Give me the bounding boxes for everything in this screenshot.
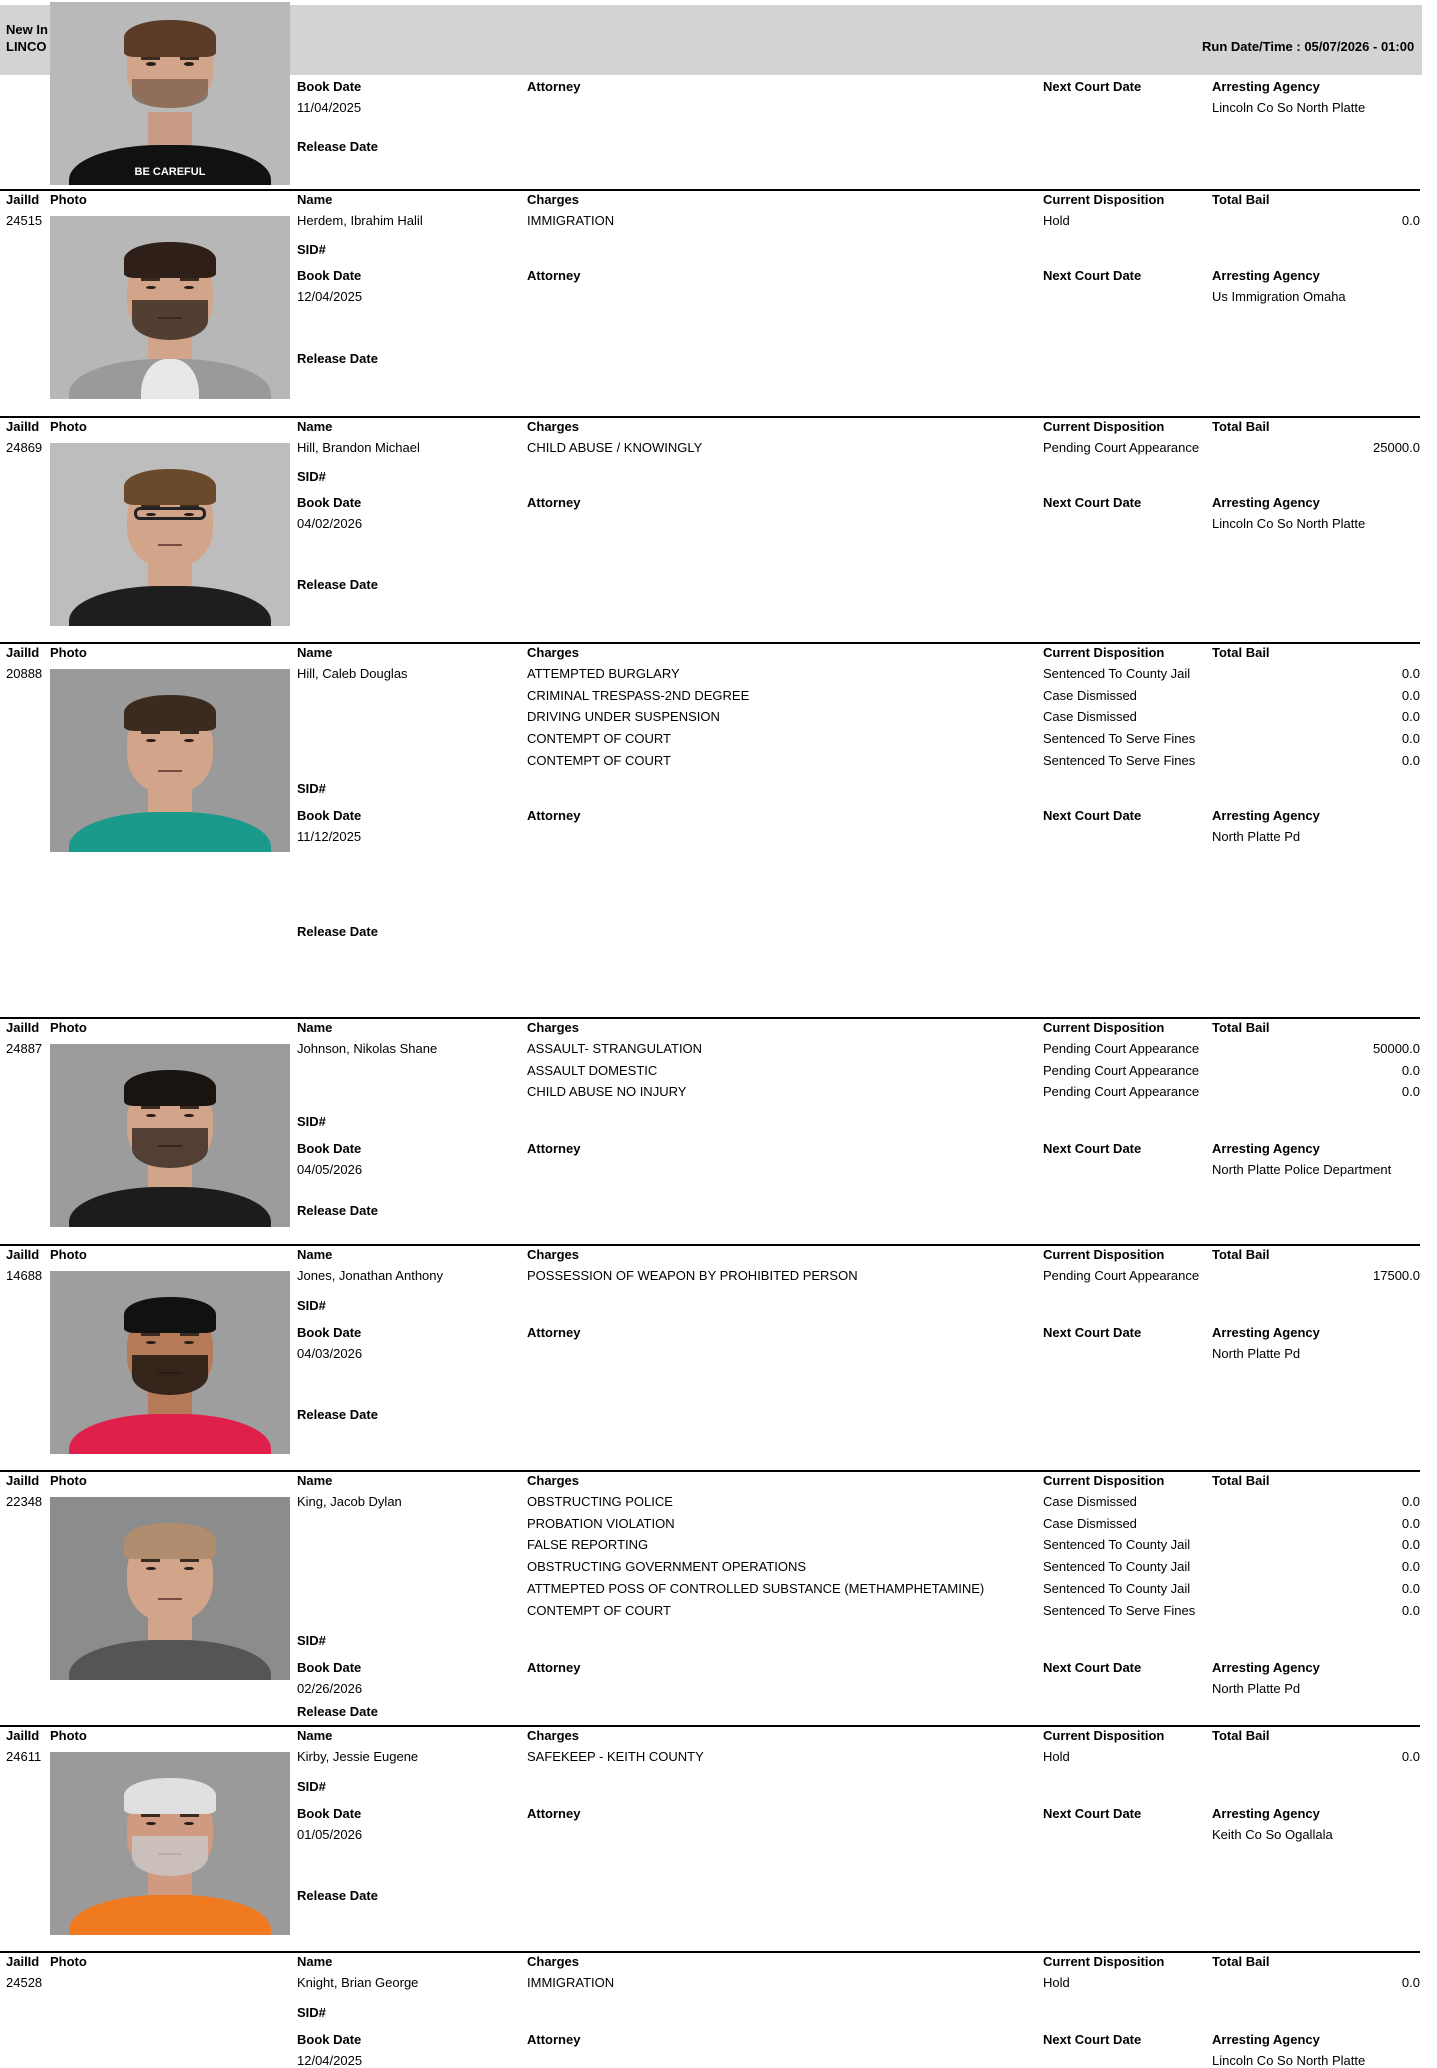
charge-item: OBSTRUCTING POLICE <box>527 1494 673 1509</box>
agency-value: North Platte Police Department <box>1212 1162 1392 1177</box>
sid-label: SID# <box>297 242 326 257</box>
jailid-label: JailId <box>6 1020 40 1035</box>
name-label: Name <box>297 192 333 207</box>
charge-disposition: Pending Court Appearance <box>1043 1062 1200 1078</box>
agency-value: Lincoln Co So North Platte <box>1212 2053 1366 2068</box>
next-court-label: Next Court Date <box>1043 1141 1142 1156</box>
disposition-label: Current Disposition <box>1043 1728 1165 1743</box>
charge-disposition: Sentenced To County Jail <box>1043 1580 1191 1596</box>
charges-label: Charges <box>527 1020 580 1035</box>
agency-label: Arresting Agency <box>1212 495 1320 510</box>
attorney-label: Attorney <box>527 1325 581 1340</box>
charge-item: ASSAULT DOMESTIC <box>527 1062 658 1078</box>
total-bail-label: Total Bail <box>1212 1728 1270 1743</box>
total-bail-label: Total Bail <box>1212 192 1270 207</box>
agency-label: Arresting Agency <box>1212 1660 1320 1675</box>
agency-label: Arresting Agency <box>1212 1325 1320 1340</box>
name-label: Name <box>297 1020 333 1035</box>
charge-bail: 0.0 <box>1401 1084 1420 1100</box>
attorney-label: Attorney <box>527 1141 581 1156</box>
jail-id: 14688 <box>6 1268 43 1283</box>
book-date-value: 04/05/2026 <box>297 1162 363 1177</box>
book-date-label: Book Date <box>297 495 362 510</box>
sid-label: SID# <box>297 1779 326 1794</box>
total-bail-label: Total Bail <box>1212 1954 1270 1969</box>
charges-label: Charges <box>527 1954 580 1969</box>
jailid-label: JailId <box>6 645 40 660</box>
agency-value: North Platte Pd <box>1212 1346 1301 1361</box>
book-date-label: Book Date <box>297 1660 362 1675</box>
total-bail-label: Total Bail <box>1212 1247 1270 1262</box>
charge-disposition: Sentenced To Serve Fines <box>1043 1602 1196 1618</box>
photo-label: Photo <box>50 1020 87 1035</box>
jailid-label: JailId <box>6 1954 40 1969</box>
mugshot-photo <box>50 216 290 399</box>
disposition-label: Current Disposition <box>1043 1473 1165 1488</box>
agency-value: North Platte Pd <box>1212 829 1301 844</box>
jail-id: 24887 <box>6 1041 43 1056</box>
mugshot-photo <box>50 1271 290 1454</box>
total-bail-label: Total Bail <box>1212 419 1270 434</box>
book-date-value: 11/12/2025 <box>297 829 362 844</box>
inmate-name: Herdem, Ibrahim Halil <box>297 213 423 228</box>
jail-id: 20888 <box>6 666 43 681</box>
inmate-name: Hill, Caleb Douglas <box>297 666 408 681</box>
charge-disposition: Sentenced To County Jail <box>1043 666 1191 681</box>
agency-value: Us Immigration Omaha <box>1212 289 1346 304</box>
book-date-value: 04/03/2026 <box>297 1346 363 1361</box>
jailid-label: JailId <box>6 419 40 434</box>
charge-item: ATTMEPTED POSS OF CONTROLLED SUBSTANCE (METHAMPHETAMINE) <box>527 1580 985 1596</box>
charge-item: FALSE REPORTING <box>527 1537 649 1553</box>
charge-disposition: Sentenced To County Jail <box>1043 1537 1191 1553</box>
charge-disposition: Hold <box>1043 213 1070 228</box>
attorney-label: Attorney <box>527 1660 581 1675</box>
charge-bail: 0.0 <box>1401 1559 1420 1575</box>
charge-item: SAFEKEEP - KEITH COUNTY <box>527 1749 704 1764</box>
book-date-value: 01/05/2026 <box>297 1827 363 1842</box>
jail-id: 22348 <box>6 1494 43 1509</box>
charge-item: PROBATION VIOLATION <box>527 1515 675 1531</box>
book-date-label: Book Date <box>297 268 362 283</box>
book-date-label: Book Date <box>297 1325 362 1340</box>
next-court-label: Next Court Date <box>1043 1660 1142 1675</box>
jail-id: 24515 <box>6 213 43 228</box>
agency-value: Lincoln Co So North Platte <box>1212 516 1366 531</box>
mugshot-photo <box>50 1044 290 1227</box>
charge-bail: 0.0 <box>1401 1602 1420 1618</box>
next-court-label: Next Court Date <box>1043 2032 1142 2047</box>
charges-label: Charges <box>527 1473 580 1488</box>
mugshot-photo <box>50 2 290 185</box>
record-divider <box>0 1951 1420 1953</box>
release-date-label: Release Date <box>297 577 378 592</box>
charge-disposition: Case Dismissed <box>1043 1494 1137 1509</box>
record-divider <box>0 416 1420 418</box>
jail-id: 24611 <box>6 1749 42 1764</box>
book-date-label: Book Date <box>297 808 362 823</box>
attorney-label: Attorney <box>527 2032 581 2047</box>
charge-item: ATTEMPTED BURGLARY <box>527 666 680 681</box>
sid-label: SID# <box>297 1298 326 1313</box>
charge-bail: 0.0 <box>1401 709 1420 725</box>
charge-item: ASSAULT- STRANGULATION <box>527 1041 703 1056</box>
photo-label: Photo <box>50 419 87 434</box>
sid-label: SID# <box>297 781 326 796</box>
release-date-label: Release Date <box>297 924 378 939</box>
jailid-label: JailId <box>6 1473 40 1488</box>
release-date-label: Release Date <box>297 1407 378 1422</box>
shirt-text: BE CAREFUL <box>134 165 206 178</box>
jailid-label: JailId <box>6 1728 40 1743</box>
record-divider <box>0 1470 1420 1472</box>
charge-bail: 0.0 <box>1401 1749 1420 1764</box>
charge-bail: 25000.0 <box>1373 440 1420 455</box>
inmate-name: Knight, Brian George <box>297 1975 419 1990</box>
charge-bail: 0.0 <box>1401 687 1420 703</box>
name-label: Name <box>297 1247 333 1262</box>
charge-disposition: Pending Court Appearance <box>1043 1084 1200 1100</box>
charge-item: CONTEMPT OF COURT <box>527 752 671 768</box>
attorney-label: Attorney <box>527 808 581 823</box>
charge-bail: 0.0 <box>1401 1537 1420 1553</box>
release-date-label: Release Date <box>297 351 378 366</box>
book-date-label: Book Date <box>297 79 362 94</box>
release-date-label: Release Date <box>297 139 378 154</box>
agency-value: North Platte Pd <box>1212 1681 1301 1696</box>
disposition-label: Current Disposition <box>1043 645 1165 660</box>
agency-label: Arresting Agency <box>1212 268 1320 283</box>
charge-bail: 17500.0 <box>1373 1268 1420 1283</box>
charge-disposition: Hold <box>1043 1975 1070 1990</box>
total-bail-label: Total Bail <box>1212 645 1270 660</box>
charge-bail: 50000.0 <box>1373 1041 1420 1056</box>
charge-item: CRIMINAL TRESPASS-2ND DEGREE <box>527 687 750 703</box>
charge-bail: 0.0 <box>1401 731 1420 747</box>
release-date-label: Release Date <box>297 1203 378 1218</box>
charge-bail: 0.0 <box>1401 1580 1420 1596</box>
name-label: Name <box>297 1728 333 1743</box>
book-date-label: Book Date <box>297 1141 362 1156</box>
charge-item: CHILD ABUSE / KNOWINGLY <box>527 440 703 455</box>
next-court-label: Next Court Date <box>1043 268 1142 283</box>
agency-label: Arresting Agency <box>1212 2032 1320 2047</box>
charge-bail: 0.0 <box>1401 1515 1420 1531</box>
disposition-label: Current Disposition <box>1043 192 1165 207</box>
inmate-name: Johnson, Nikolas Shane <box>297 1041 438 1056</box>
charge-disposition: Sentenced To Serve Fines <box>1043 752 1196 768</box>
disposition-label: Current Disposition <box>1043 1954 1165 1969</box>
sid-label: SID# <box>297 2005 326 2020</box>
photo-label: Photo <box>50 1728 87 1743</box>
charge-item: POSSESSION OF WEAPON BY PROHIBITED PERSON <box>527 1268 858 1283</box>
mugshot-photo <box>50 669 290 852</box>
name-label: Name <box>297 419 333 434</box>
charges-label: Charges <box>527 645 580 660</box>
book-date-value: 04/02/2026 <box>297 516 363 531</box>
attorney-label: Attorney <box>527 495 581 510</box>
charges-label: Charges <box>527 1728 580 1743</box>
jailid-label: JailId <box>6 1247 40 1262</box>
total-bail-label: Total Bail <box>1212 1473 1270 1488</box>
charges-label: Charges <box>527 1247 580 1262</box>
book-date-value: 12/04/2025 <box>297 289 363 304</box>
report-title-line2: LINCO <box>6 39 47 54</box>
report-title-line1: New In <box>6 22 48 37</box>
charge-item: OBSTRUCTING GOVERNMENT OPERATIONS <box>527 1559 807 1575</box>
photo-label: Photo <box>50 192 87 207</box>
charge-disposition: Pending Court Appearance <box>1043 1041 1200 1056</box>
mugshot-photo <box>50 443 290 626</box>
inmate-name: Jones, Jonathan Anthony <box>297 1268 444 1283</box>
record-divider <box>0 189 1420 191</box>
next-court-label: Next Court Date <box>1043 495 1142 510</box>
charge-item: IMMIGRATION <box>527 1975 615 1990</box>
charges-label: Charges <box>527 419 580 434</box>
attorney-label: Attorney <box>527 268 581 283</box>
charge-item: CONTEMPT OF COURT <box>527 1602 671 1618</box>
record-divider <box>0 1017 1420 1019</box>
book-date-label: Book Date <box>297 2032 362 2047</box>
charge-bail: 0.0 <box>1401 752 1420 768</box>
inmate-name: King, Jacob Dylan <box>297 1494 402 1509</box>
agency-label: Arresting Agency <box>1212 1141 1320 1156</box>
sid-label: SID# <box>297 469 326 484</box>
agency-label: Arresting Agency <box>1212 79 1320 94</box>
book-date-value: 11/04/2025 <box>297 100 362 115</box>
photo-label: Photo <box>50 645 87 660</box>
charge-bail: 0.0 <box>1401 1494 1420 1509</box>
record-divider <box>0 1725 1420 1727</box>
name-label: Name <box>297 1954 333 1969</box>
attorney-label: Attorney <box>527 79 581 94</box>
agency-label: Arresting Agency <box>1212 808 1320 823</box>
charges-label: Charges <box>527 192 580 207</box>
jail-id: 24869 <box>6 440 43 455</box>
charge-item: DRIVING UNDER SUSPENSION <box>527 709 720 725</box>
next-court-label: Next Court Date <box>1043 808 1142 823</box>
book-date-value: 02/26/2026 <box>297 1681 363 1696</box>
jail-id: 24528 <box>6 1975 43 1990</box>
charge-disposition: Case Dismissed <box>1043 687 1137 703</box>
charge-bail: 0.0 <box>1401 213 1420 228</box>
next-court-label: Next Court Date <box>1043 1325 1142 1340</box>
book-date-label: Book Date <box>297 1806 362 1821</box>
disposition-label: Current Disposition <box>1043 419 1165 434</box>
agency-value: Lincoln Co So North Platte <box>1212 100 1366 115</box>
agency-label: Arresting Agency <box>1212 1806 1320 1821</box>
agency-value: Keith Co So Ogallala <box>1212 1827 1333 1842</box>
next-court-label: Next Court Date <box>1043 1806 1142 1821</box>
charge-disposition: Pending Court Appearance <box>1043 440 1200 455</box>
mugshot-photo <box>50 1497 290 1680</box>
photo-label: Photo <box>50 1247 87 1262</box>
charge-bail: 0.0 <box>1401 666 1420 681</box>
record-divider <box>0 1244 1420 1246</box>
charge-disposition: Sentenced To County Jail <box>1043 1559 1191 1575</box>
total-bail-label: Total Bail <box>1212 1020 1270 1035</box>
charge-disposition: Case Dismissed <box>1043 709 1137 725</box>
charge-disposition: Case Dismissed <box>1043 1515 1137 1531</box>
mugshot-photo <box>50 1752 290 1935</box>
inmate-name: Kirby, Jessie Eugene <box>297 1749 419 1764</box>
jailid-label: JailId <box>6 192 40 207</box>
sid-label: SID# <box>297 1633 326 1648</box>
release-date-label: Release Date <box>297 1888 378 1903</box>
charge-disposition: Pending Court Appearance <box>1043 1268 1200 1283</box>
inmate-name: Hill, Brandon Michael <box>297 440 420 455</box>
disposition-label: Current Disposition <box>1043 1020 1165 1035</box>
attorney-label: Attorney <box>527 1806 581 1821</box>
record-divider <box>0 642 1420 644</box>
book-date-value: 12/04/2025 <box>297 2053 363 2068</box>
photo-label: Photo <box>50 1954 87 1969</box>
disposition-label: Current Disposition <box>1043 1247 1165 1262</box>
charge-item: CHILD ABUSE NO INJURY <box>527 1084 687 1100</box>
charge-disposition: Hold <box>1043 1749 1070 1764</box>
run-date: Run Date/Time : 05/07/2026 - 01:00 <box>1202 39 1415 54</box>
charge-item: CONTEMPT OF COURT <box>527 731 671 747</box>
photo-label: Photo <box>50 1473 87 1488</box>
name-label: Name <box>297 1473 333 1488</box>
charge-item: IMMIGRATION <box>527 213 615 228</box>
charge-bail: 0.0 <box>1401 1975 1420 1990</box>
next-court-label: Next Court Date <box>1043 79 1142 94</box>
name-label: Name <box>297 645 333 660</box>
charge-disposition: Sentenced To Serve Fines <box>1043 731 1196 747</box>
charge-bail: 0.0 <box>1401 1062 1420 1078</box>
sid-label: SID# <box>297 1114 326 1129</box>
release-date-label: Release Date <box>297 1704 378 1719</box>
